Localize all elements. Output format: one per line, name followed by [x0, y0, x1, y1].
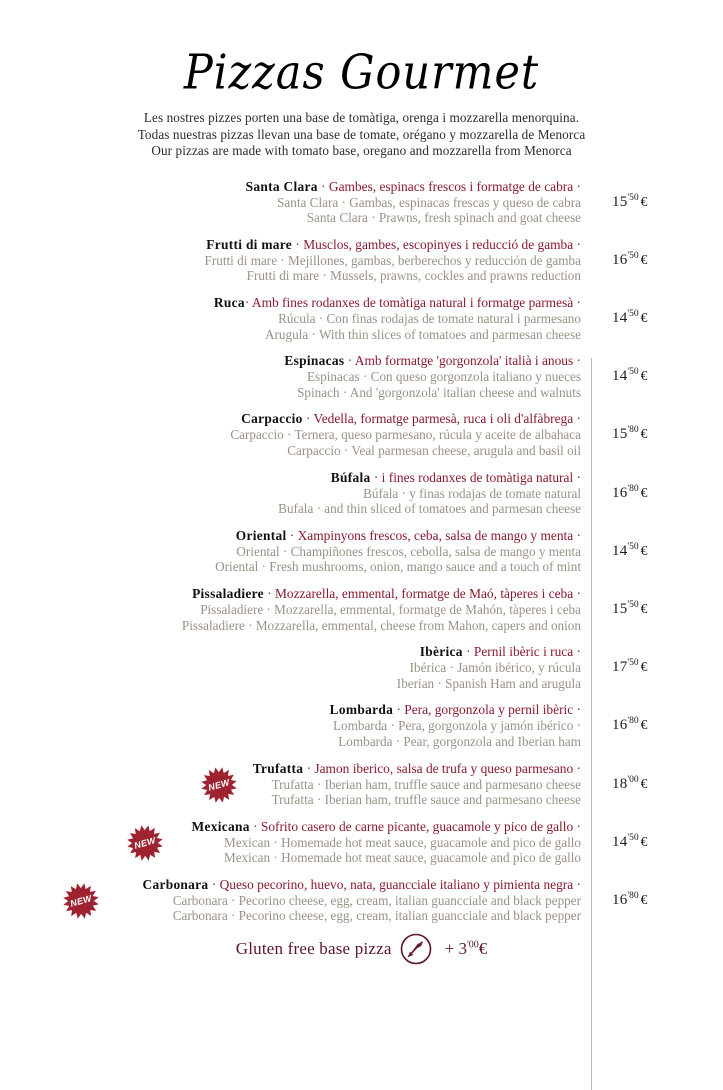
menu-item-description-en: Pissaladiere · Mozzarella, emmental, cheese from Mahon, capers and onion — [181, 617, 581, 633]
menu-item-description-ca: · Musclos, gambes, escopinyes i reducció de gamba · — [292, 236, 581, 252]
menu-item-description-ca: · Amb formatge 'gorgonzola' italià i anous · — [344, 353, 581, 369]
price-integer: 16 — [612, 484, 628, 501]
price-integer: 17 — [612, 659, 628, 676]
menu-item-primary-line — [22, 469, 581, 486]
gluten-free-price-amount: + 3 — [444, 939, 467, 958]
menu-subtitles — [0, 110, 723, 160]
menu-item-name: Trufatta — [252, 760, 304, 776]
menu-item-price — [591, 542, 723, 560]
menu-item-primary-line — [22, 643, 581, 660]
menu-item-text — [22, 469, 591, 517]
menu-item-name: Carpaccio — [241, 411, 303, 427]
menu-item-description-ca: · Pernil ibèric i ruca · — [462, 644, 581, 660]
subtitle-catalan: Les nostres pizzes porten una base de tomàtiga, orenga i mozzarella menorquina. — [143, 110, 580, 126]
menu-item-description-es: Mexican · Homemade hot meat sauce, guacamole and pico de gallo — [223, 834, 581, 850]
menu-item-description-en: Iberian · Spanish Ham and arugula — [396, 675, 581, 691]
price-currency: € — [640, 484, 648, 500]
menu-item-price — [591, 425, 723, 443]
menu-item-description-es: Búfala · y finas rodajas de tomate natural — [363, 485, 581, 501]
menu-item — [22, 178, 723, 226]
menu-item-text — [22, 760, 591, 808]
gluten-free-price-currency: € — [478, 939, 488, 958]
menu-item-description-es: Carpaccio · Ternera, queso parmesano, rúcula y aceite de albahaca — [230, 427, 581, 443]
menu-item-text — [22, 352, 591, 400]
menu-item-description-es: Pissaladiere · Mozzarella, emmental, formatge de Mahón, tàperes i ceba — [200, 601, 581, 617]
price-currency: € — [640, 310, 648, 326]
menu-item — [22, 410, 723, 458]
menu-item-text — [22, 236, 591, 284]
price-decimals: '50 — [627, 658, 639, 669]
price-decimals: '80 — [627, 483, 639, 494]
menu-item-price — [591, 833, 723, 851]
menu-item-description-es: Trufatta · Iberian ham, truffle sauce and parmesano cheese — [271, 776, 581, 792]
gluten-free-price — [445, 939, 488, 959]
menu-item-name: Santa Clara — [245, 178, 318, 194]
price-integer: 15 — [612, 601, 628, 618]
price-currency: € — [640, 542, 648, 558]
menu-item-description-es: Carbonara · Pecorino cheese, egg, cream, italian guancciale and black pepper — [172, 892, 581, 908]
price-decimals: '50 — [627, 600, 639, 611]
menu-item-name: Mexicana — [191, 818, 250, 834]
menu-item-description-ca: · i fines rodanxes de tomàtiga natural · — [370, 469, 581, 485]
price-decimals: '80 — [627, 890, 639, 901]
price-integer: 14 — [612, 368, 628, 385]
menu-item-description-en: Santa Clara · Prawns, fresh spinach and goat cheese — [306, 210, 581, 226]
menu-item — [22, 818, 723, 866]
menu-item-primary-line — [22, 701, 581, 718]
menu-item-description-en: Lombarda · Pear, gorgonzola and Iberian ham — [338, 733, 581, 749]
menu-item-primary-line — [22, 760, 581, 777]
menu-item-description-ca: · Xampinyons frescos, ceba, salsa de mango y menta · — [286, 527, 581, 543]
menu-item-description-es: Oriental · Champiñones frescos, cebolla, salsa de mango y menta — [236, 543, 581, 559]
menu-item-primary-line — [22, 527, 581, 544]
gluten-free-label: Gluten free base pizza — [235, 939, 392, 958]
price-integer: 16 — [612, 891, 628, 908]
subtitle-english: Our pizzas are made with tomato base, oregano and mozzarella from Menorca — [151, 143, 572, 159]
menu-item — [22, 701, 723, 749]
price-integer: 16 — [612, 717, 628, 734]
menu-item — [22, 585, 723, 633]
menu-item-description-es: Frutti di mare · Mejillones, gambas, berberechos y reducción de gamba — [204, 252, 581, 268]
price-decimals: '50 — [627, 309, 639, 320]
menu-item-price — [591, 775, 723, 793]
menu-item — [22, 294, 723, 342]
menu-item-description-en: Trufatta · Iberian ham, truffle sauce and parmesano cheese — [271, 792, 581, 808]
menu-item-name: Ibèrica — [419, 644, 463, 660]
gluten-free-icon — [399, 932, 433, 966]
menu-item-description-es: Ibérica · Jamón ibérico, y rúcula — [409, 660, 581, 676]
menu-item-description-en: Bufala · and thin sliced of tomatoes and parmesan cheese — [278, 501, 581, 517]
menu-item-primary-line — [22, 818, 581, 835]
menu-item-text — [22, 410, 591, 458]
new-badge-label: NEW — [207, 776, 231, 793]
price-integer: 14 — [612, 542, 628, 559]
menu-item-primary-line — [22, 352, 581, 369]
menu-item-primary-line — [22, 876, 581, 893]
menu-item — [22, 760, 723, 808]
price-integer: 16 — [612, 251, 628, 268]
menu-item-price — [591, 658, 723, 676]
menu-item-description-ca: · Vedella, formatge parmesà, ruca i oli d'alfàbrega · — [302, 411, 581, 427]
menu-header — [0, 0, 723, 160]
menu-item-description-ca: · Jamon iberico, salsa de trufa y queso parmesano · — [303, 760, 581, 776]
price-decimals: '50 — [627, 250, 639, 261]
menu-item-description-ca: · Sofrito casero de carne picante, guacamole y pico de gallo · — [249, 818, 581, 834]
menu-item — [22, 469, 723, 517]
price-currency: € — [640, 601, 648, 617]
price-integer: 15 — [612, 193, 628, 210]
menu-item-name: Espinacas — [284, 353, 345, 369]
menu-item-text — [22, 585, 591, 633]
price-decimals: '00 — [627, 774, 639, 785]
menu-item-description-ca: · Gambes, espinacs frescos i formatge de cabra · — [317, 178, 581, 194]
menu-item-price — [591, 600, 723, 618]
new-badge-label: NEW — [69, 893, 93, 909]
menu-item-description-ca: · Amb fines rodanxes de tomàtiga natural i formatge parmesà · — [244, 295, 581, 311]
price-currency: € — [640, 193, 648, 209]
menu-item-description-ca: · Mozzarella, emmental, formatge de Maó, tàperes i ceba · — [263, 585, 581, 601]
menu-item-text — [22, 178, 591, 226]
menu-item-price — [591, 484, 723, 502]
menu-item-name: Ruca — [213, 295, 245, 311]
menu-footer — [0, 932, 723, 966]
menu-item-description-en: Mexican · Homemade hot meat sauce, guacamole and pico de gallo — [223, 850, 581, 866]
menu-item-price — [591, 309, 723, 327]
menu-item-text — [22, 643, 591, 691]
page-title: Pizzas Gourmet — [183, 44, 540, 101]
price-decimals: '80 — [627, 425, 639, 436]
menu-item-description-es: Rúcula · Con finas rodajas de tomate natural i parmesano — [278, 311, 581, 327]
menu-item-description-en: Carpaccio · Veal parmesan cheese, arugula and basil oil — [287, 442, 581, 458]
price-integer: 18 — [612, 775, 628, 792]
menu-item-description-es: Santa Clara · Gambas, espinacas frescas y queso de cabra — [277, 194, 581, 210]
menu-item — [22, 876, 723, 924]
menu-item-primary-line — [22, 294, 581, 311]
price-currency: € — [640, 426, 648, 442]
price-currency: € — [640, 659, 648, 675]
price-decimals: '50 — [627, 541, 639, 552]
menu-item-description-en: Frutti di mare · Mussels, prawns, cockles and prawns reduction — [246, 268, 581, 284]
subtitle-spanish: Todas nuestras pizzas llevan una base de tomate, orégano y mozzarella de Menorca — [137, 126, 586, 142]
menu-item-primary-line — [22, 236, 581, 253]
price-decimals: '80 — [627, 716, 639, 727]
menu-item-primary-line — [22, 585, 581, 602]
menu-item-list — [0, 178, 723, 924]
price-currency: € — [640, 717, 648, 733]
menu-item — [22, 236, 723, 284]
menu-item — [22, 643, 723, 691]
menu-item-name: Lombarda — [329, 702, 394, 718]
price-currency: € — [640, 368, 648, 384]
price-currency: € — [640, 251, 648, 267]
menu-item-description-en: Oriental · Fresh mushrooms, onion, mango sauce and a touch of mint — [215, 559, 581, 575]
new-badge-label: NEW — [133, 834, 157, 851]
price-decimals: '50 — [627, 832, 639, 843]
price-integer: 14 — [612, 833, 628, 850]
menu-item-name: Pissaladiere — [192, 585, 264, 601]
menu-item-primary-line — [22, 410, 581, 427]
menu-item-description-en: Spinach · And 'gorgonzola' italian cheese and walnuts — [297, 384, 581, 400]
menu-item-name: Oriental — [235, 527, 287, 543]
price-currency: € — [640, 775, 648, 791]
menu-item-price — [591, 193, 723, 211]
menu-item-price — [591, 367, 723, 385]
menu-item-name: Carbonara — [142, 876, 209, 892]
price-integer: 14 — [612, 310, 628, 327]
price-decimals: '50 — [627, 367, 639, 378]
menu-item-text — [22, 527, 591, 575]
price-currency: € — [640, 833, 648, 849]
price-integer: 15 — [612, 426, 628, 443]
menu-item-description-ca: · Pera, gorgonzola y pernil ibèric · — [393, 702, 581, 718]
menu-item-price — [591, 251, 723, 269]
menu-item-name: Frutti di mare — [206, 236, 293, 252]
menu-item-description-en: Arugula · With thin slices of tomatoes and parmesan cheese — [265, 326, 581, 342]
price-decimals: '50 — [627, 192, 639, 203]
menu-item-description-es: Lombarda · Pera, gorgonzola y jamón ibérico · — [332, 718, 581, 734]
menu-item-description-es: Espinacas · Con queso gorgonzola italiano y nueces — [306, 369, 581, 385]
menu-item-price — [591, 891, 723, 909]
menu-item-description-ca: · Queso pecorino, huevo, nata, guancciale italiano y pimienta negra · — [208, 876, 581, 892]
menu-item-primary-line — [22, 178, 581, 195]
menu-item — [22, 527, 723, 575]
menu-item-text — [22, 294, 591, 342]
menu-item — [22, 352, 723, 400]
menu-item-price — [591, 716, 723, 734]
menu-item-description-en: Carbonara · Pecorino cheese, egg, cream, italian guancciale and black pepper — [172, 908, 581, 924]
menu-item-text — [22, 818, 591, 866]
menu-item-name: Búfala — [330, 469, 371, 485]
price-currency: € — [640, 891, 648, 907]
menu-item-text — [22, 701, 591, 749]
menu-item-text — [22, 876, 591, 924]
gluten-free-price-decimals: '00 — [466, 939, 479, 951]
